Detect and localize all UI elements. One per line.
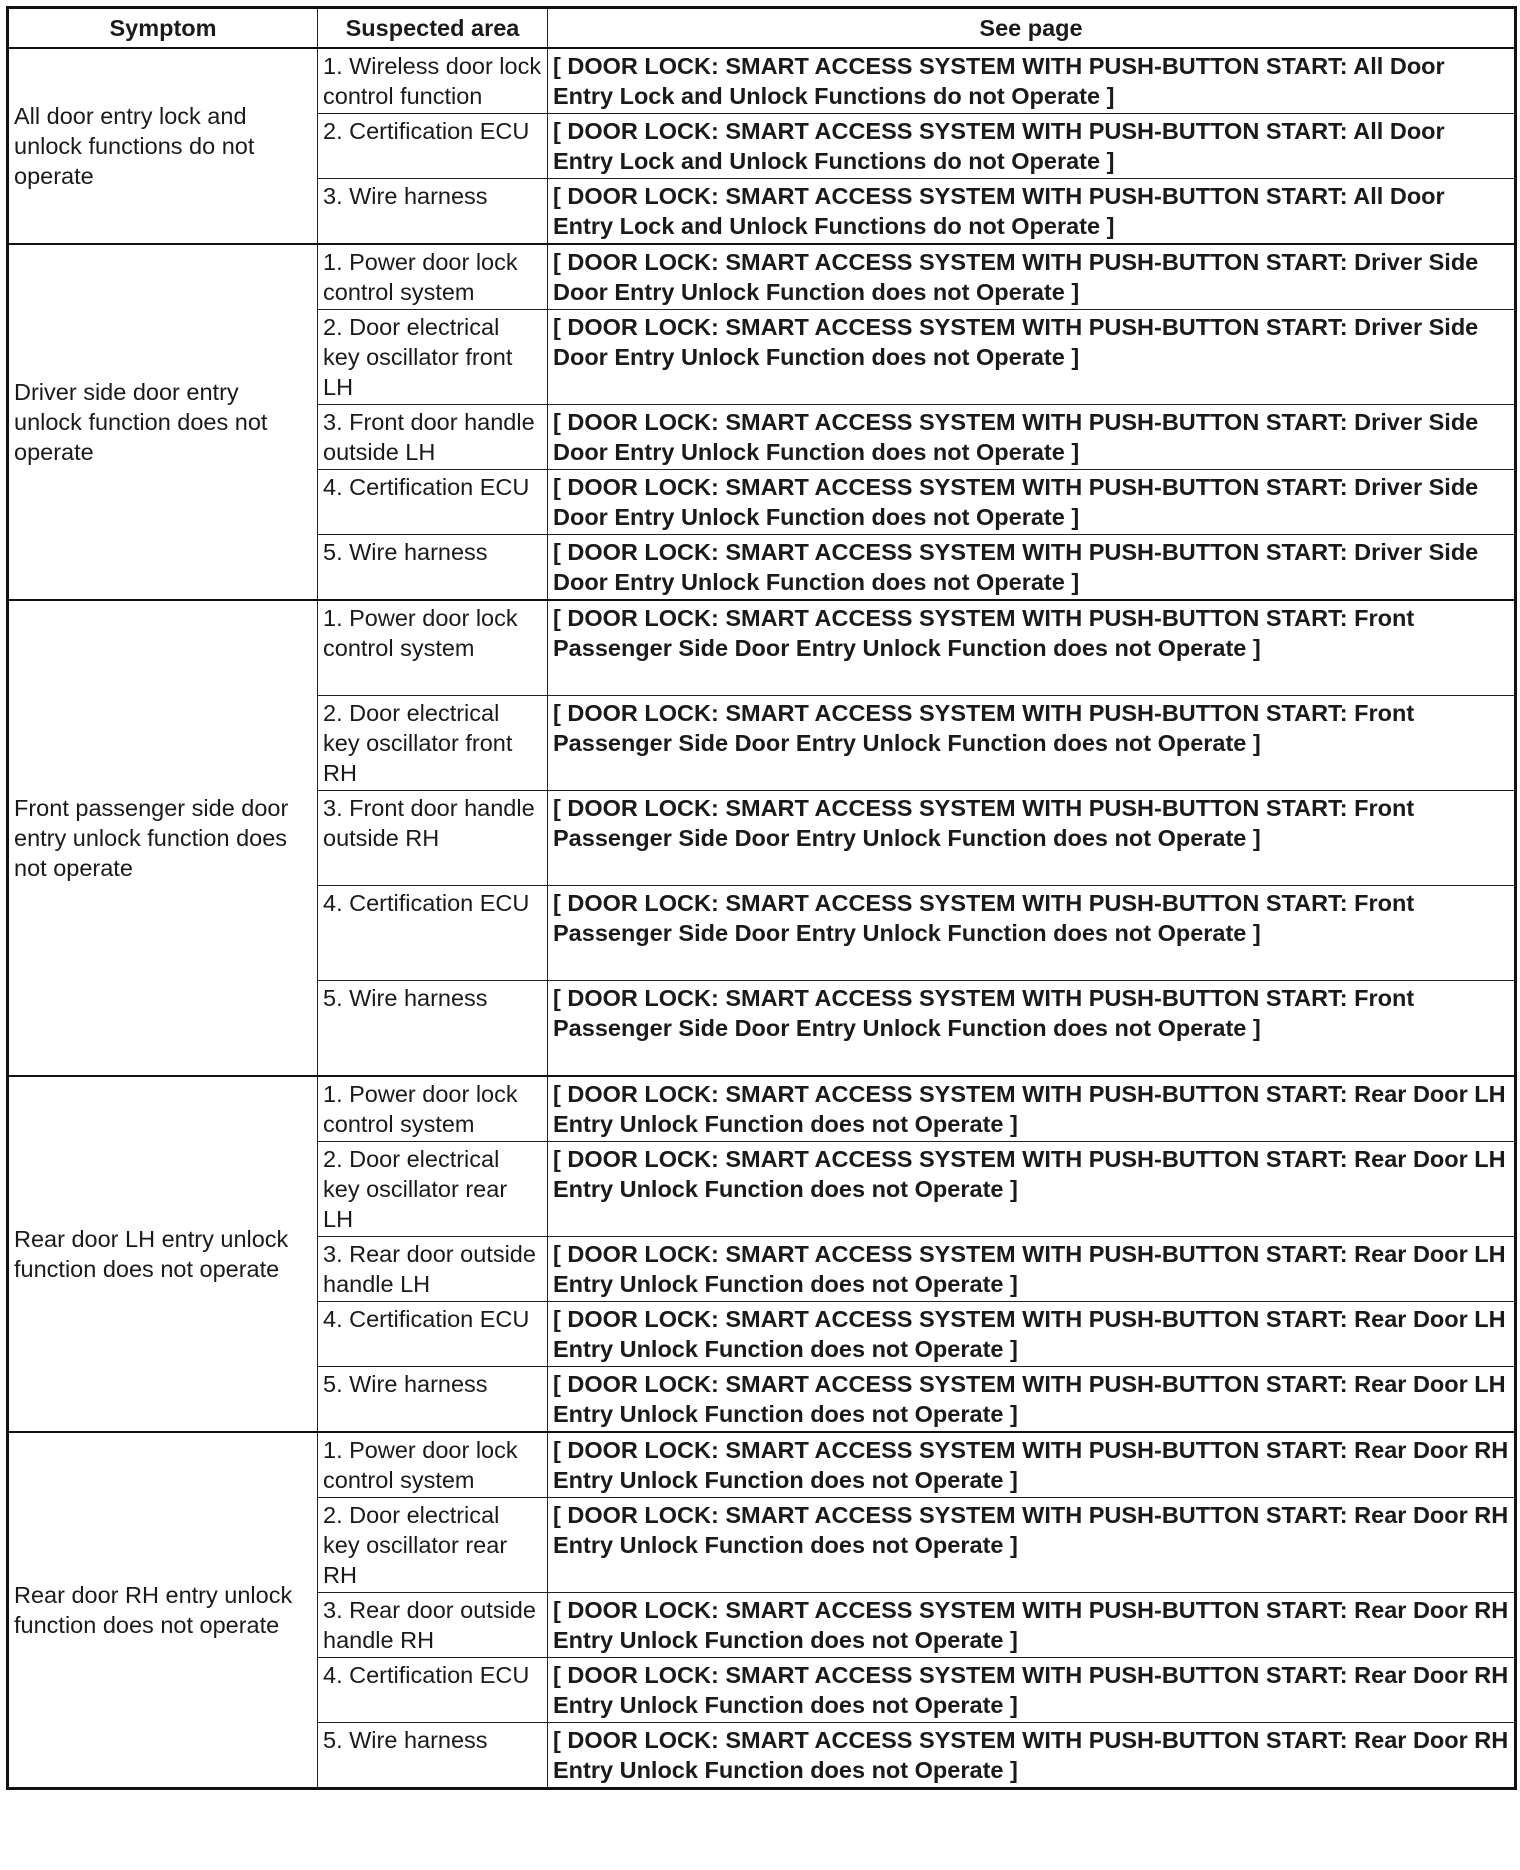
- see-page-link[interactable]: [ DOOR LOCK: SMART ACCESS SYSTEM WITH PUSH-BUTTON START: Driver Side Door Entry Unlock Function does not Operate ]: [548, 405, 1516, 470]
- symptom-cell: Front passenger side door entry unlock function does not operate: [8, 600, 318, 1076]
- see-page-link[interactable]: [ DOOR LOCK: SMART ACCESS SYSTEM WITH PUSH-BUTTON START: Front Passenger Side Door Entry Unlock Function does not Operate ]: [548, 696, 1516, 791]
- see-page-link[interactable]: [ DOOR LOCK: SMART ACCESS SYSTEM WITH PUSH-BUTTON START: Driver Side Door Entry Unlock Function does not Operate ]: [548, 535, 1516, 601]
- see-page-link[interactable]: [ DOOR LOCK: SMART ACCESS SYSTEM WITH PUSH-BUTTON START: All Door Entry Lock and Unlock Functions do not Operate ]: [548, 114, 1516, 179]
- suspected-area-cell: 3. Front door handle outside LH: [318, 405, 548, 470]
- suspected-area-cell: 1. Power door lock control system: [318, 600, 548, 696]
- symptom-cell: Driver side door entry unlock function does not operate: [8, 244, 318, 600]
- header-suspected-area: Suspected area: [318, 8, 548, 49]
- suspected-area-cell: 3. Wire harness: [318, 179, 548, 245]
- see-page-link[interactable]: [ DOOR LOCK: SMART ACCESS SYSTEM WITH PUSH-BUTTON START: Rear Door LH Entry Unlock Function does not Operate ]: [548, 1302, 1516, 1367]
- see-page-link[interactable]: [ DOOR LOCK: SMART ACCESS SYSTEM WITH PUSH-BUTTON START: All Door Entry Lock and Unlock Functions do not Operate ]: [548, 48, 1516, 114]
- suspected-area-cell: 5. Wire harness: [318, 1723, 548, 1789]
- suspected-area-cell: 3. Front door handle outside RH: [318, 791, 548, 886]
- see-page-link[interactable]: [ DOOR LOCK: SMART ACCESS SYSTEM WITH PUSH-BUTTON START: Rear Door LH Entry Unlock Function does not Operate ]: [548, 1367, 1516, 1433]
- suspected-area-cell: 1. Wireless door lock control function: [318, 48, 548, 114]
- table-row: [8, 1432, 1516, 1498]
- suspected-area-cell: 3. Rear door outside handle RH: [318, 1593, 548, 1658]
- see-page-link[interactable]: [ DOOR LOCK: SMART ACCESS SYSTEM WITH PUSH-BUTTON START: Rear Door RH Entry Unlock Function does not Operate ]: [548, 1432, 1516, 1498]
- header-see-page: See page: [548, 8, 1516, 49]
- see-page-link[interactable]: [ DOOR LOCK: SMART ACCESS SYSTEM WITH PUSH-BUTTON START: All Door Entry Lock and Unlock Functions do not Operate ]: [548, 179, 1516, 245]
- header-row: [8, 8, 1516, 49]
- suspected-area-cell: 2. Door electrical key oscillator front RH: [318, 696, 548, 791]
- see-page-link[interactable]: [ DOOR LOCK: SMART ACCESS SYSTEM WITH PUSH-BUTTON START: Driver Side Door Entry Unlock Function does not Operate ]: [548, 470, 1516, 535]
- symptom-cell: All door entry lock and unlock functions do not operate: [8, 48, 318, 244]
- see-page-link[interactable]: [ DOOR LOCK: SMART ACCESS SYSTEM WITH PUSH-BUTTON START: Front Passenger Side Door Entry Unlock Function does not Operate ]: [548, 981, 1516, 1077]
- see-page-link[interactable]: [ DOOR LOCK: SMART ACCESS SYSTEM WITH PUSH-BUTTON START: Driver Side Door Entry Unlock Function does not Operate ]: [548, 244, 1516, 310]
- table-row: [8, 600, 1516, 696]
- see-page-link[interactable]: [ DOOR LOCK: SMART ACCESS SYSTEM WITH PUSH-BUTTON START: Rear Door RH Entry Unlock Function does not Operate ]: [548, 1498, 1516, 1593]
- suspected-area-cell: 5. Wire harness: [318, 535, 548, 601]
- see-page-link[interactable]: [ DOOR LOCK: SMART ACCESS SYSTEM WITH PUSH-BUTTON START: Rear Door LH Entry Unlock Function does not Operate ]: [548, 1142, 1516, 1237]
- header-symptom: Symptom: [8, 8, 318, 49]
- see-page-link[interactable]: [ DOOR LOCK: SMART ACCESS SYSTEM WITH PUSH-BUTTON START: Front Passenger Side Door Entry Unlock Function does not Operate ]: [548, 600, 1516, 696]
- table-row: [8, 244, 1516, 310]
- see-page-link[interactable]: [ DOOR LOCK: SMART ACCESS SYSTEM WITH PUSH-BUTTON START: Rear Door RH Entry Unlock Function does not Operate ]: [548, 1593, 1516, 1658]
- suspected-area-cell: 1. Power door lock control system: [318, 1076, 548, 1142]
- suspected-area-cell: 5. Wire harness: [318, 1367, 548, 1433]
- see-page-link[interactable]: [ DOOR LOCK: SMART ACCESS SYSTEM WITH PUSH-BUTTON START: Front Passenger Side Door Entry Unlock Function does not Operate ]: [548, 791, 1516, 886]
- symptom-table: [6, 6, 1517, 1790]
- symptom-cell: Rear door LH entry unlock function does not operate: [8, 1076, 318, 1432]
- suspected-area-cell: 4. Certification ECU: [318, 886, 548, 981]
- suspected-area-cell: 2. Door electrical key oscillator front LH: [318, 310, 548, 405]
- see-page-link[interactable]: [ DOOR LOCK: SMART ACCESS SYSTEM WITH PUSH-BUTTON START: Rear Door LH Entry Unlock Function does not Operate ]: [548, 1237, 1516, 1302]
- suspected-area-cell: 3. Rear door outside handle LH: [318, 1237, 548, 1302]
- table-row: [8, 1076, 1516, 1142]
- suspected-area-cell: 5. Wire harness: [318, 981, 548, 1077]
- see-page-link[interactable]: [ DOOR LOCK: SMART ACCESS SYSTEM WITH PUSH-BUTTON START: Rear Door RH Entry Unlock Function does not Operate ]: [548, 1658, 1516, 1723]
- suspected-area-cell: 2. Certification ECU: [318, 114, 548, 179]
- suspected-area-cell: 1. Power door lock control system: [318, 244, 548, 310]
- see-page-link[interactable]: [ DOOR LOCK: SMART ACCESS SYSTEM WITH PUSH-BUTTON START: Rear Door LH Entry Unlock Function does not Operate ]: [548, 1076, 1516, 1142]
- see-page-link[interactable]: [ DOOR LOCK: SMART ACCESS SYSTEM WITH PUSH-BUTTON START: Front Passenger Side Door Entry Unlock Function does not Operate ]: [548, 886, 1516, 981]
- see-page-link[interactable]: [ DOOR LOCK: SMART ACCESS SYSTEM WITH PUSH-BUTTON START: Driver Side Door Entry Unlock Function does not Operate ]: [548, 310, 1516, 405]
- suspected-area-cell: 2. Door electrical key oscillator rear RH: [318, 1498, 548, 1593]
- suspected-area-cell: 1. Power door lock control system: [318, 1432, 548, 1498]
- symptom-cell: Rear door RH entry unlock function does not operate: [8, 1432, 318, 1789]
- see-page-link[interactable]: [ DOOR LOCK: SMART ACCESS SYSTEM WITH PUSH-BUTTON START: Rear Door RH Entry Unlock Function does not Operate ]: [548, 1723, 1516, 1789]
- suspected-area-cell: 4. Certification ECU: [318, 470, 548, 535]
- suspected-area-cell: 4. Certification ECU: [318, 1658, 548, 1723]
- table-row: [8, 48, 1516, 114]
- suspected-area-cell: 2. Door electrical key oscillator rear LH: [318, 1142, 548, 1237]
- suspected-area-cell: 4. Certification ECU: [318, 1302, 548, 1367]
